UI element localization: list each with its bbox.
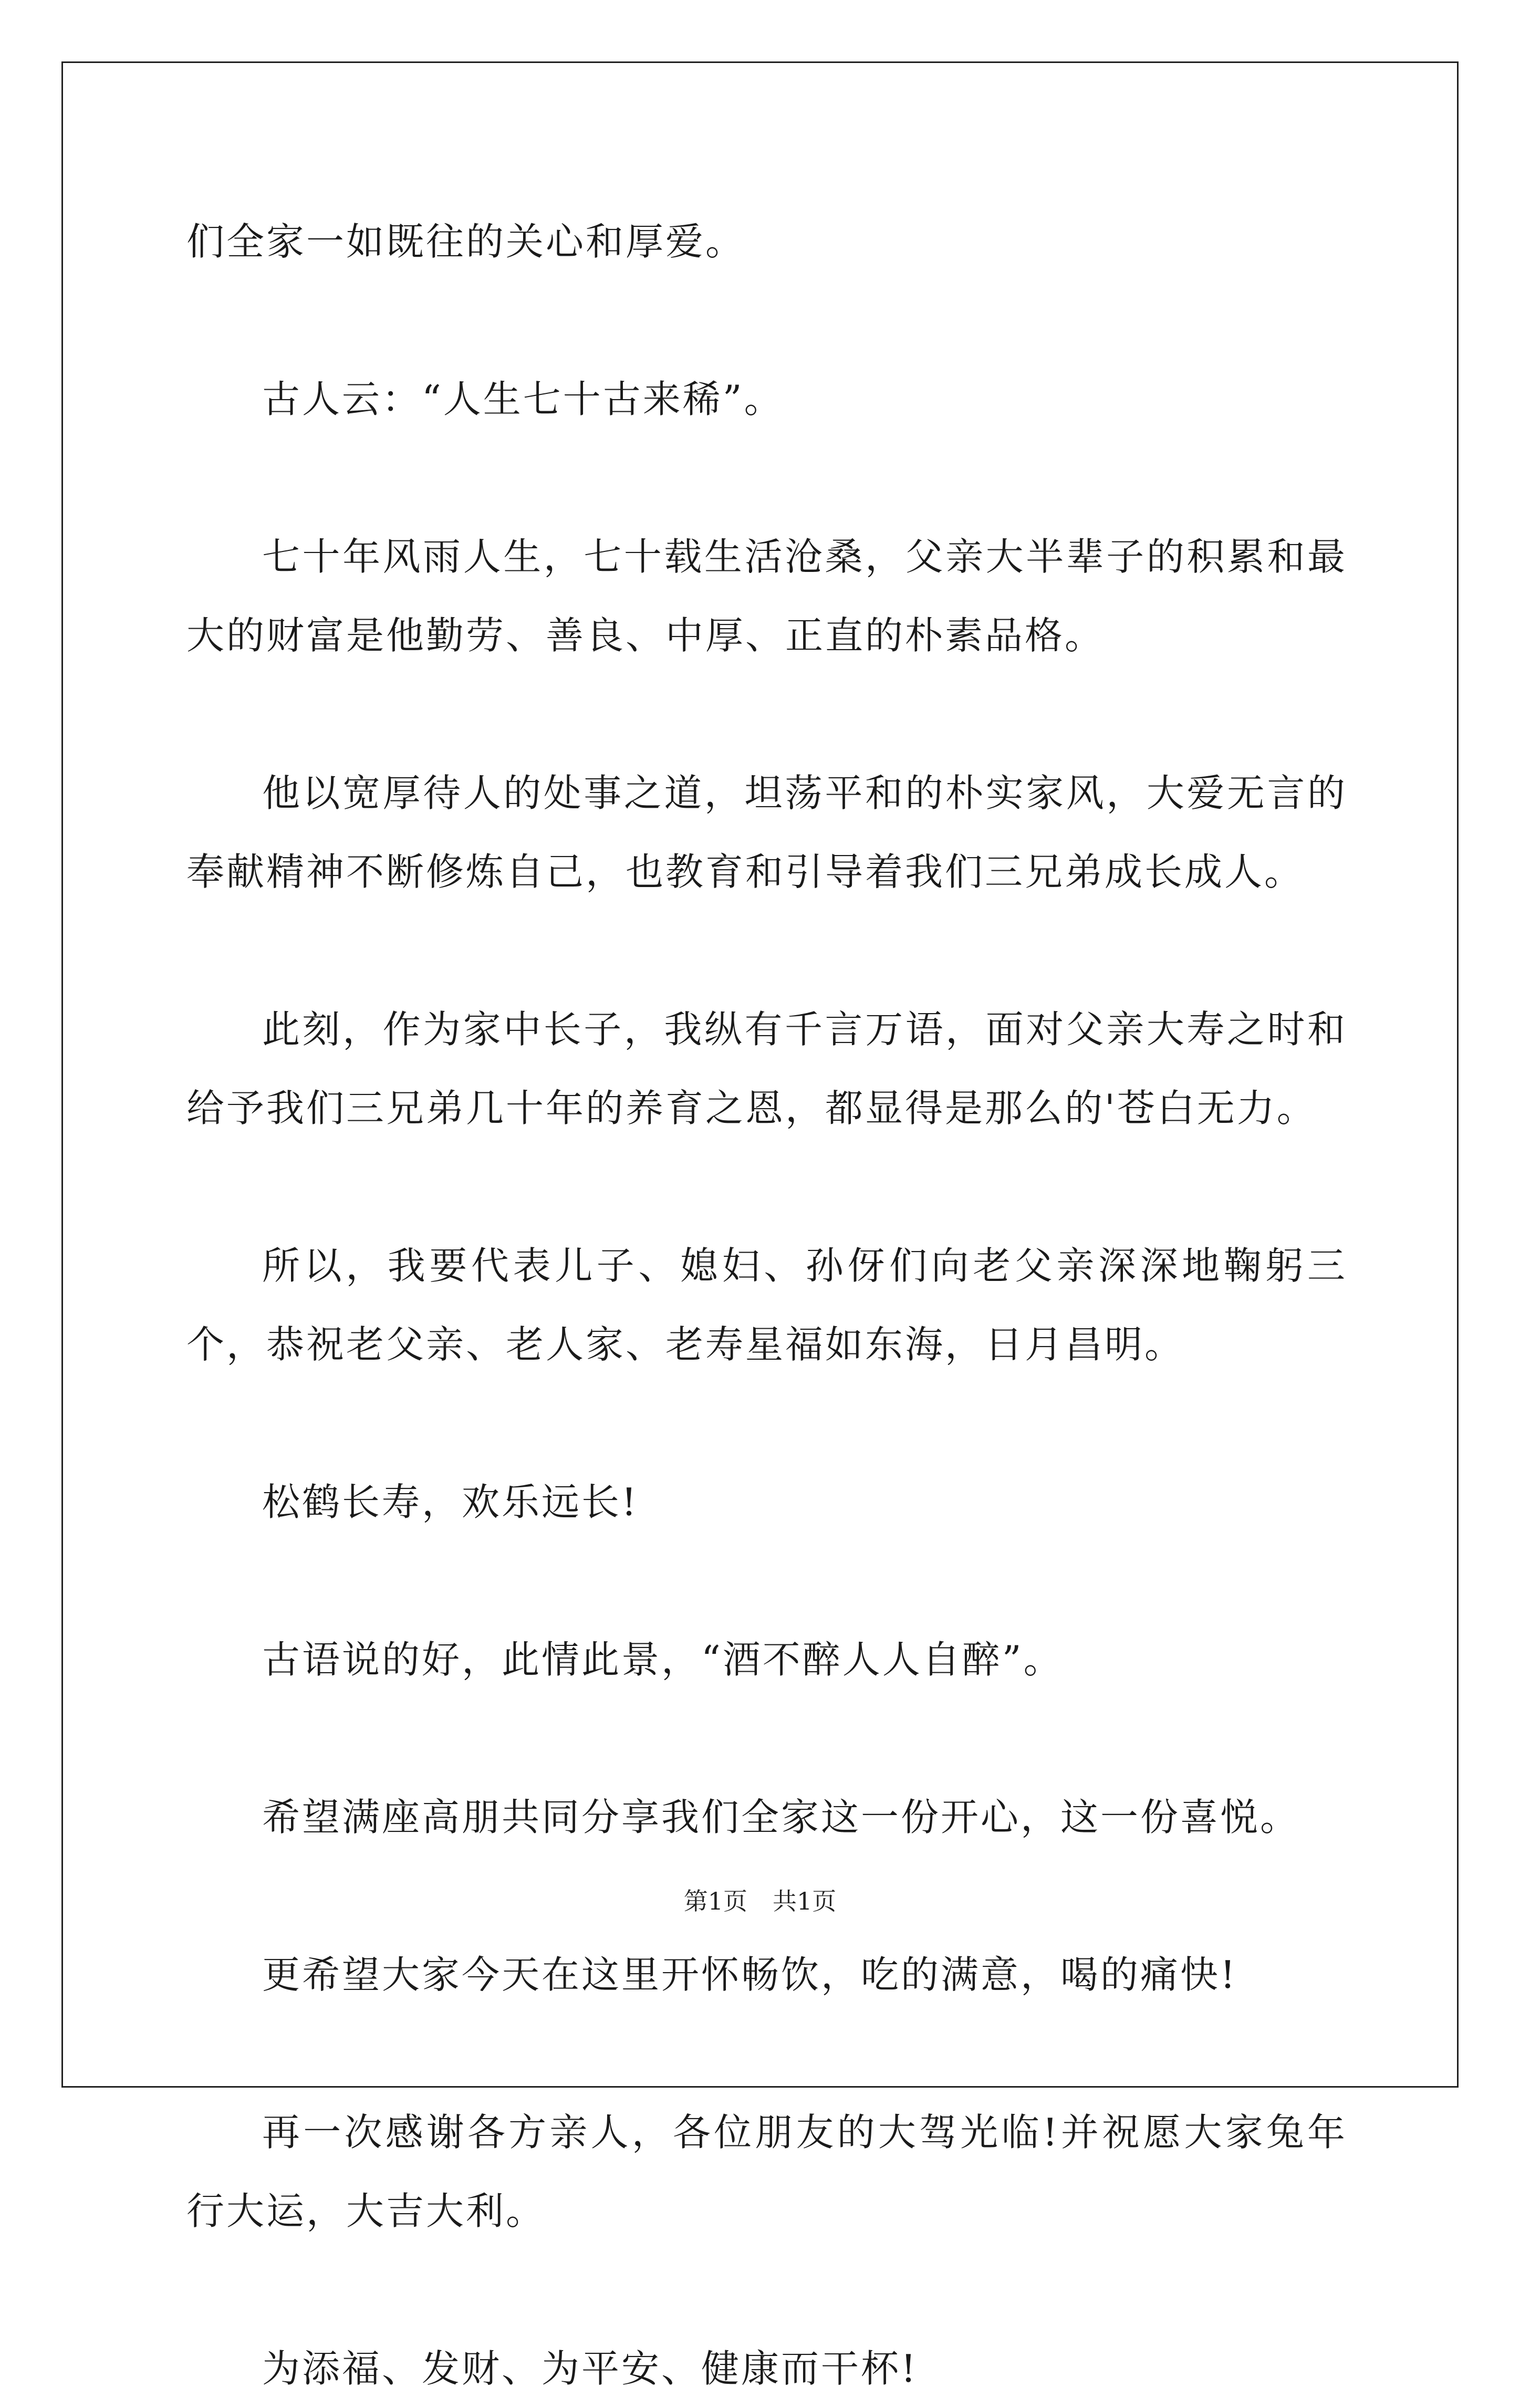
paragraph-5: 此刻，作为家中长子，我纵有千言万语，面对父亲大寿之时和给予我们三兄弟几十年的养育之恩，都显得是那么的'苍白无力。: [186, 1007, 1347, 1130]
paragraph-2: 古人云：“人生七十古来稀”。: [262, 377, 784, 421]
paragraph-11: 再一次感谢各方亲人，各位朋友的大驾光临!并祝愿大家兔年行大运，大吉大利。: [186, 2110, 1347, 2233]
paragraph-1: 们全家一如既往的关心和厚爱。: [186, 220, 746, 264]
page-number: 第1页: [683, 1887, 747, 1915]
paragraph-4: 他以宽厚待人的处事之道，坦荡平和的朴实家风，大爱无言的奉献精神不断修炼自己，也教育和引导着我们三兄弟成长成人。: [186, 771, 1347, 894]
page-footer: [0, 1885, 1520, 1917]
paragraph-6: 所以，我要代表儿子、媳妇、孙伢们向老父亲深深地鞠躬三个，恭祝老父亲、老人家、老寿星福如东海，日月昌明。: [186, 1244, 1347, 1367]
page-total: 共1页: [773, 1887, 837, 1915]
paragraph-9: 希望满座高朋共同分享我们全家这一份开心，这一份喜悦。: [262, 1795, 1300, 1839]
paragraph-8: 古语说的好，此情此景，“酒不醉人人自醉”。: [262, 1638, 1064, 1682]
paragraph-3: 七十年风雨人生，七十载生活沧桑，父亲大半辈子的积累和最大的财富是他勤劳、善良、中厚、正直的朴素品格。: [186, 535, 1347, 658]
document-body: [186, 202, 1347, 2408]
paragraph-12: 为添福、发财、为平安、健康而干杯!: [262, 2347, 918, 2391]
paragraph-7: 松鹤长寿，欢乐远长!: [262, 1480, 639, 1524]
paragraph-10: 更希望大家今天在这里开怀畅饮，吃的满意，喝的痛快!: [262, 1953, 1237, 1997]
